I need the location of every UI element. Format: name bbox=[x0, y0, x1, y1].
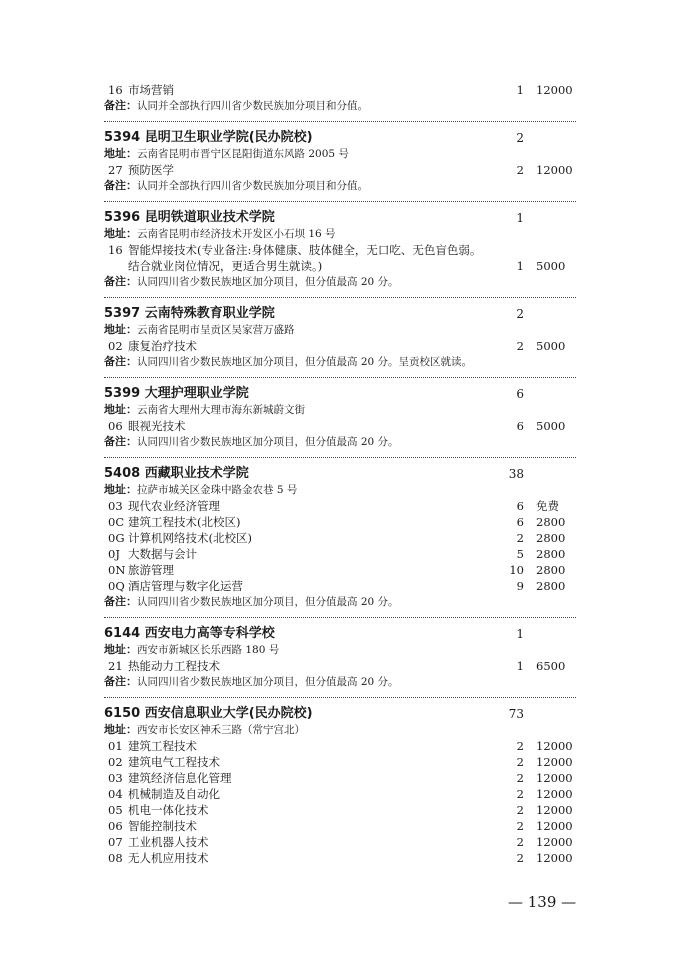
major-code: 16 bbox=[108, 243, 123, 257]
note-text: 认同并全部执行四川省少数民族加分项目和分值。 bbox=[137, 100, 368, 112]
note-text: 认同四川省少数民族地区加分项目，但分值最高 20 分。 bbox=[137, 436, 399, 448]
address-text: 西安市长安区神禾三路（常宁宫北） bbox=[137, 724, 305, 736]
major-name: 计算机网络技术(北校区) bbox=[128, 531, 252, 545]
major-fee: 12000 bbox=[536, 83, 573, 97]
major-fee: 2800 bbox=[536, 579, 566, 593]
school-header bbox=[104, 704, 574, 724]
major-code: 03 bbox=[108, 771, 123, 785]
note-text: 认同并全部执行四川省少数民族加分项目和分值。 bbox=[137, 180, 368, 192]
note-text: 认同四川省少数民族地区加分项目，但分值最高 20 分。 bbox=[137, 596, 399, 608]
major-fee: 12000 bbox=[536, 819, 573, 833]
major-name-continued: 结合就业岗位情况，更适合男生就读。) bbox=[128, 259, 323, 273]
major-fee: 6500 bbox=[536, 659, 566, 673]
address-label: 地址： bbox=[104, 227, 137, 240]
school-count: 6 bbox=[516, 387, 524, 401]
major-fee: 2800 bbox=[536, 531, 566, 545]
major-fee: 12000 bbox=[536, 851, 573, 865]
address-text: 云南省大理州大理市海东新城蔚文街 bbox=[137, 404, 305, 416]
major-name: 现代农业经济管理 bbox=[128, 499, 220, 513]
note-label: 备注： bbox=[104, 355, 137, 368]
major-fee: 12000 bbox=[536, 739, 573, 753]
major-code: 0Q bbox=[108, 579, 125, 593]
address-label: 地址： bbox=[104, 147, 137, 160]
major-row bbox=[104, 738, 574, 754]
major-row bbox=[104, 834, 574, 850]
major-count: 2 bbox=[516, 835, 524, 849]
major-name: 智能控制技术 bbox=[128, 819, 197, 833]
major-code: 03 bbox=[108, 499, 123, 513]
major-fee: 12000 bbox=[536, 163, 573, 177]
major-row bbox=[104, 754, 574, 770]
major-name: 康复治疗技术 bbox=[128, 339, 197, 353]
major-name: 眼视光技术 bbox=[128, 419, 186, 433]
major-fee: 免费 bbox=[536, 499, 559, 513]
major-code: 07 bbox=[108, 835, 123, 849]
note-text: 认同四川省少数民族地区加分项目，但分值最高 20 分。呈贡校区就读。 bbox=[137, 356, 473, 368]
school-count: 2 bbox=[516, 307, 524, 321]
note-label: 备注： bbox=[104, 595, 137, 608]
section-divider bbox=[104, 121, 576, 122]
major-fee: 2800 bbox=[536, 515, 566, 529]
school-address bbox=[104, 146, 574, 162]
section-divider bbox=[104, 201, 576, 202]
school-address bbox=[104, 322, 574, 338]
major-count: 2 bbox=[516, 339, 524, 353]
major-code: 16 bbox=[108, 83, 123, 97]
school-title: 5394 昆明卫生职业学院(民办院校) bbox=[104, 130, 313, 145]
major-count: 2 bbox=[516, 787, 524, 801]
major-name: 机械制造及自动化 bbox=[128, 787, 220, 801]
major-code: 04 bbox=[108, 787, 123, 801]
major-fee: 12000 bbox=[536, 771, 573, 785]
major-code: 06 bbox=[108, 419, 123, 433]
major-name: 热能动力工程技术 bbox=[128, 659, 220, 673]
major-count: 2 bbox=[516, 163, 524, 177]
major-row bbox=[104, 546, 574, 562]
major-fee: 5000 bbox=[536, 419, 566, 433]
major-name: 智能焊接技术(专业备注:身体健康、肢体健全，无口吃、无色盲色弱。 bbox=[128, 243, 482, 257]
major-count: 1 bbox=[516, 659, 524, 673]
address-text: 云南省昆明市晋宁区昆阳街道东风路 2005 号 bbox=[137, 148, 349, 160]
address-label: 地址： bbox=[104, 403, 137, 416]
note-label: 备注： bbox=[104, 179, 137, 192]
major-count: 2 bbox=[516, 755, 524, 769]
school-address bbox=[104, 722, 574, 738]
school-note bbox=[104, 354, 574, 370]
major-row bbox=[104, 658, 574, 674]
major-name: 建筑经济信息化管理 bbox=[128, 771, 232, 785]
major-name: 酒店管理与数字化运营 bbox=[128, 579, 243, 593]
major-row bbox=[104, 162, 574, 178]
major-row bbox=[104, 562, 574, 578]
section-divider bbox=[104, 297, 576, 298]
major-row bbox=[104, 786, 574, 802]
major-code: 06 bbox=[108, 819, 123, 833]
major-count: 2 bbox=[516, 851, 524, 865]
major-fee: 2800 bbox=[536, 547, 566, 561]
section-divider bbox=[104, 697, 576, 698]
major-row bbox=[104, 418, 574, 434]
school-address bbox=[104, 402, 574, 418]
school-header bbox=[104, 128, 574, 148]
major-row bbox=[104, 530, 574, 546]
major-fee: 12000 bbox=[536, 835, 573, 849]
section-divider bbox=[104, 377, 576, 378]
school-count: 38 bbox=[508, 467, 524, 481]
school-title: 5399 大理护理职业学院 bbox=[104, 386, 249, 401]
school-note bbox=[104, 594, 574, 610]
major-row bbox=[104, 242, 574, 258]
school-count: 2 bbox=[516, 131, 524, 145]
major-name: 机电一体化技术 bbox=[128, 803, 209, 817]
section-divider bbox=[104, 617, 576, 618]
school-count: 1 bbox=[516, 627, 524, 641]
major-code: 05 bbox=[108, 803, 123, 817]
major-name: 市场营销 bbox=[128, 83, 174, 97]
major-count: 2 bbox=[516, 739, 524, 753]
major-row bbox=[104, 514, 574, 530]
major-row bbox=[104, 770, 574, 786]
note-label: 备注： bbox=[104, 275, 137, 288]
major-code: 27 bbox=[108, 163, 123, 177]
note-label: 备注： bbox=[104, 675, 137, 688]
major-count: 9 bbox=[516, 579, 524, 593]
major-code: 08 bbox=[108, 851, 123, 865]
major-code: 21 bbox=[108, 659, 123, 673]
school-header bbox=[104, 304, 574, 324]
school-note bbox=[104, 434, 574, 450]
note-text: 认同四川省少数民族地区加分项目，但分值最高 20 分。 bbox=[137, 676, 399, 688]
major-code: 0G bbox=[108, 531, 125, 545]
school-title: 6144 西安电力高等专科学校 bbox=[104, 626, 275, 641]
major-row bbox=[104, 818, 574, 834]
note-label: 备注： bbox=[104, 435, 137, 448]
note-label: 备注： bbox=[104, 99, 137, 112]
school-address bbox=[104, 642, 574, 658]
major-fee: 5000 bbox=[536, 259, 566, 273]
address-label: 地址： bbox=[104, 643, 137, 656]
major-name: 预防医学 bbox=[128, 163, 174, 177]
section-divider bbox=[104, 457, 576, 458]
major-count: 5 bbox=[516, 547, 524, 561]
major-count: 10 bbox=[509, 563, 524, 577]
major-fee: 2800 bbox=[536, 563, 566, 577]
address-label: 地址： bbox=[104, 323, 137, 336]
major-count: 1 bbox=[516, 83, 524, 97]
major-fee: 12000 bbox=[536, 803, 573, 817]
address-label: 地址： bbox=[104, 483, 137, 496]
major-code: 0N bbox=[108, 563, 126, 577]
major-row bbox=[104, 850, 574, 866]
page-number: — 139 — bbox=[508, 893, 577, 911]
major-code: 02 bbox=[108, 339, 123, 353]
address-text: 拉萨市城关区金珠中路金农巷 5 号 bbox=[137, 484, 298, 496]
school-note bbox=[104, 274, 574, 290]
major-code: 0C bbox=[108, 515, 125, 529]
major-count: 2 bbox=[516, 803, 524, 817]
address-label: 地址： bbox=[104, 723, 137, 736]
address-text: 云南省昆明市经济技术开发区小石坝 16 号 bbox=[137, 228, 336, 240]
school-title: 5397 云南特殊教育职业学院 bbox=[104, 306, 275, 321]
school-address bbox=[104, 482, 574, 498]
major-name: 工业机器人技术 bbox=[128, 835, 209, 849]
major-row-continuation bbox=[104, 258, 574, 274]
school-count: 73 bbox=[508, 707, 524, 721]
school-count: 1 bbox=[516, 211, 524, 225]
school-note bbox=[104, 98, 574, 114]
major-name: 无人机应用技术 bbox=[128, 851, 209, 865]
major-count: 6 bbox=[516, 515, 524, 529]
major-code: 0J bbox=[108, 547, 120, 561]
major-count: 2 bbox=[516, 771, 524, 785]
major-count: 6 bbox=[516, 499, 524, 513]
major-count: 6 bbox=[516, 419, 524, 433]
major-fee: 12000 bbox=[536, 755, 573, 769]
major-name: 大数据与会计 bbox=[128, 547, 197, 561]
major-count: 2 bbox=[516, 531, 524, 545]
major-count: 1 bbox=[516, 259, 524, 273]
major-code: 01 bbox=[108, 739, 123, 753]
note-text: 认同四川省少数民族地区加分项目，但分值最高 20 分。 bbox=[137, 276, 399, 288]
major-name: 建筑电气工程技术 bbox=[128, 755, 220, 769]
major-fee: 5000 bbox=[536, 339, 566, 353]
major-name: 旅游管理 bbox=[128, 563, 174, 577]
school-title: 6150 西安信息职业大学(民办院校) bbox=[104, 706, 313, 721]
school-title: 5408 西藏职业技术学院 bbox=[104, 466, 249, 481]
major-fee: 12000 bbox=[536, 787, 573, 801]
major-count: 2 bbox=[516, 819, 524, 833]
major-row bbox=[104, 82, 574, 98]
major-row bbox=[104, 578, 574, 594]
address-text: 云南省昆明市呈贡区吴家营万盛路 bbox=[137, 324, 295, 336]
major-name: 建筑工程技术(北校区) bbox=[128, 515, 241, 529]
school-header bbox=[104, 208, 574, 228]
major-row bbox=[104, 498, 574, 514]
school-header bbox=[104, 624, 574, 644]
school-header bbox=[104, 464, 574, 484]
address-text: 西安市新城区长乐西路 180 号 bbox=[137, 644, 280, 656]
major-code: 02 bbox=[108, 755, 123, 769]
major-row bbox=[104, 338, 574, 354]
major-name: 建筑工程技术 bbox=[128, 739, 197, 753]
school-address bbox=[104, 226, 574, 242]
major-row bbox=[104, 802, 574, 818]
school-header bbox=[104, 384, 574, 404]
school-title: 5396 昆明铁道职业技术学院 bbox=[104, 210, 275, 225]
school-note bbox=[104, 674, 574, 690]
school-note bbox=[104, 178, 574, 194]
